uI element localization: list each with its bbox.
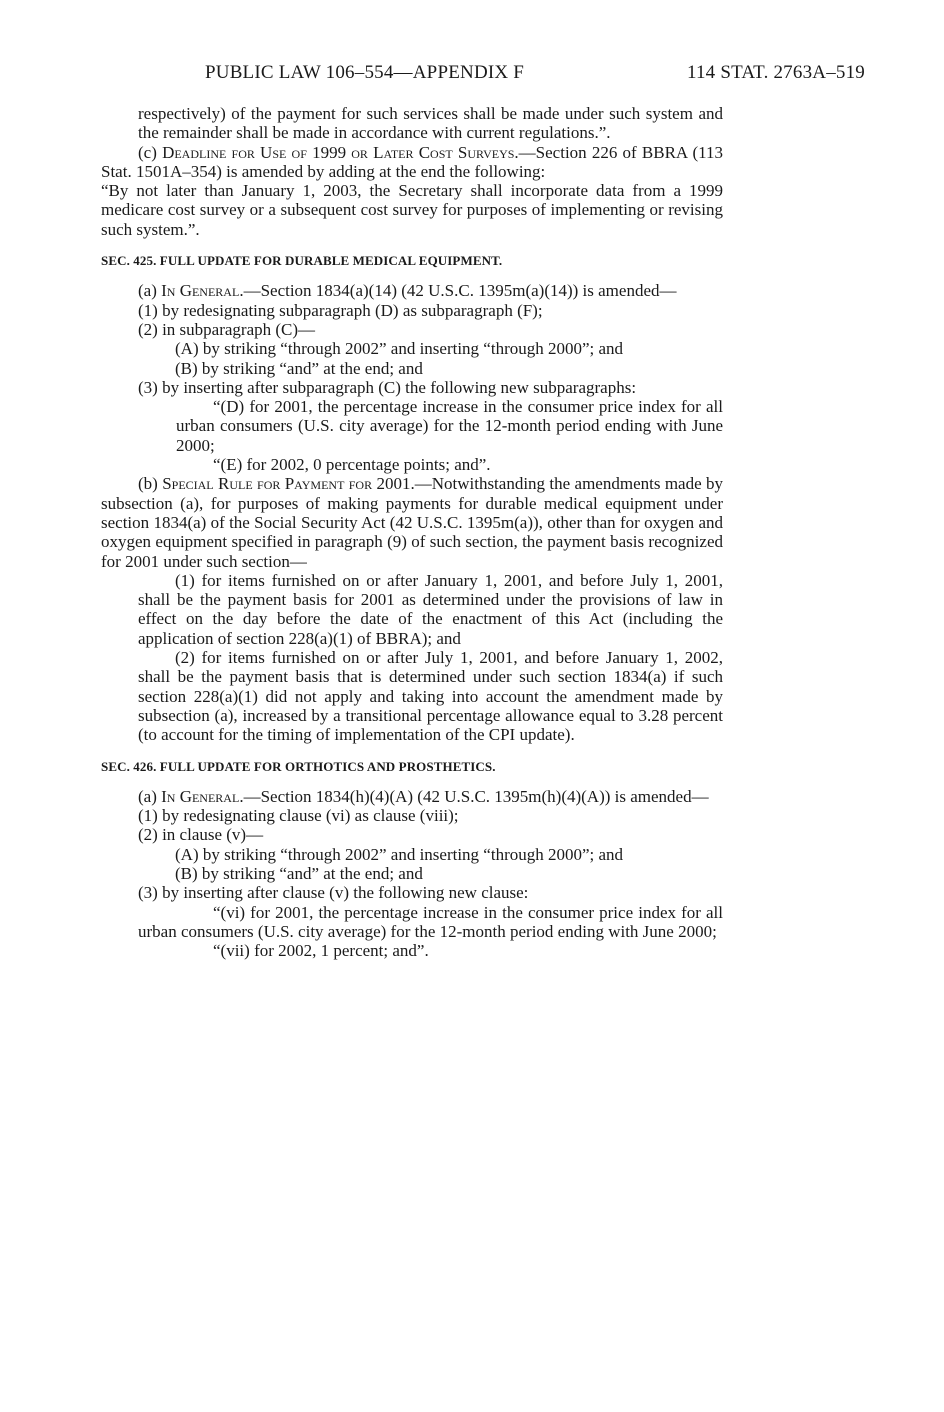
subsection-c-label: (c) [138, 142, 163, 162]
header-statute-page: 114 STAT. 2763A–519 [686, 62, 865, 83]
paragraph-3: (3) by inserting after subparagraph (C) the following new subparagraphs: [138, 377, 637, 397]
document-body [101, 104, 723, 960]
subsection-c [101, 143, 723, 182]
section-426-subsection-a [101, 787, 723, 806]
subsection-c-heading: Deadline for Use of 1999 or Later Cost Surveys [162, 142, 515, 162]
section-426-heading: SEC. 426. FULL UPDATE FOR ORTHOTICS AND PROSTHETICS. [101, 758, 496, 774]
subparagraph-e: “(E) for 2002, 0 percentage points; and”. [213, 455, 491, 475]
section-425-b-label: (b) [138, 474, 163, 494]
section-425-subsection-a [101, 281, 723, 300]
subsection-c-text: .—Section 226 of BBRA (113 Stat. 1501A–354) is amended by adding at the end the following: [101, 142, 723, 181]
paragraph-continuation: respectively) of the payment for such services shall be made under such system and the remainder shall be made in accordance with current regulations.”. [138, 104, 723, 143]
subparagraph-2a: (A) by striking “through 2002” and inserting “through 2000”; and [175, 339, 624, 359]
clause-vii: “(vii) for 2002, 1 percent; and”. [213, 941, 429, 961]
clause-paragraph-1: (1) by redesignating clause (vi) as clause (viii); [138, 806, 459, 826]
section-426-a-text: .—Section 1834(h)(4)(A) (42 U.S.C. 1395m(h)(4)(A)) is amended— [239, 786, 709, 806]
section-425-a-text: .—Section 1834(a)(14) (42 U.S.C. 1395m(a)(14)) is amended— [239, 281, 677, 301]
running-header [205, 62, 865, 84]
subparagraph-d: “(D) for 2001, the percentage increase in the consumer price index for all urban consumers (U.S. city average) for the 12-month period ending with June 2000; [176, 397, 723, 455]
quoted-amendment: “By not later than January 1, 2003, the Secretary shall incorporate data from a 1999 medicare cost survey or a subsequent cost survey for purposes of implementing or revising such system.”. [101, 181, 723, 239]
paragraph-1: (1) by redesignating subparagraph (D) as subparagraph (F); [138, 300, 543, 320]
section-426-a-label: (a) [138, 786, 162, 806]
paragraph-b1: (1) for items furnished on or after January 1, 2001, and before July 1, 2001, shall be the payment basis for 2001 as determined under the provisions of law in effect on the day before the date of the enactment of this Act (including the application of section 228(a)(1) of BBRA); and [138, 570, 723, 648]
section-425-heading: SEC. 425. FULL UPDATE FOR DURABLE MEDICAL EQUIPMENT. [101, 253, 503, 269]
section-425-subsection-b [101, 474, 723, 570]
section-425-b-heading: Special Rule for Payment for 2001 [162, 474, 411, 494]
clause-paragraph-2: (2) in clause (v)— [138, 825, 264, 845]
section-425-a-label: (a) [138, 281, 162, 301]
header-law-title: PUBLIC LAW 106–554—APPENDIX F [205, 62, 525, 83]
clause-subparagraph-2b: (B) by striking “and” at the end; and [175, 863, 423, 883]
clause-subparagraph-2a: (A) by striking “through 2002” and inserting “through 2000”; and [175, 844, 624, 864]
paragraph-2: (2) in subparagraph (C)— [138, 319, 316, 339]
subparagraph-2b: (B) by striking “and” at the end; and [175, 358, 423, 378]
section-425-b-text: .—Notwithstanding the amendments made by subsection (a), for purposes of making payments for durable medical equipment under section 1834(a) of the Social Security Act (42 U.S.C. 1395m(a)), other than for oxygen and oxygen equipment specified in paragraph (9) of such section, the payment basis recognized for 2001 under such section— [101, 474, 723, 571]
section-425-a-heading: In General [161, 281, 240, 301]
clause-paragraph-3: (3) by inserting after clause (v) the following new clause: [138, 883, 529, 903]
clause-vi: “(vi) for 2001, the percentage increase in the consumer price index for all urban consumers (U.S. city average) for the 12-month period ending with June 2000; [138, 902, 723, 941]
paragraph-b2: (2) for items furnished on or after July 1, 2001, and before January 1, 2002, shall be the payment basis that is determined under such section 1834(a) if such section 228(a)(1) did not apply and taking into account the amendment made by subsection (a), increased by a transitional percentage allowance equal to 3.28 percent (to account for the timing of implementation of the CPI update). [138, 648, 723, 745]
section-426-a-heading: In General [161, 786, 240, 806]
